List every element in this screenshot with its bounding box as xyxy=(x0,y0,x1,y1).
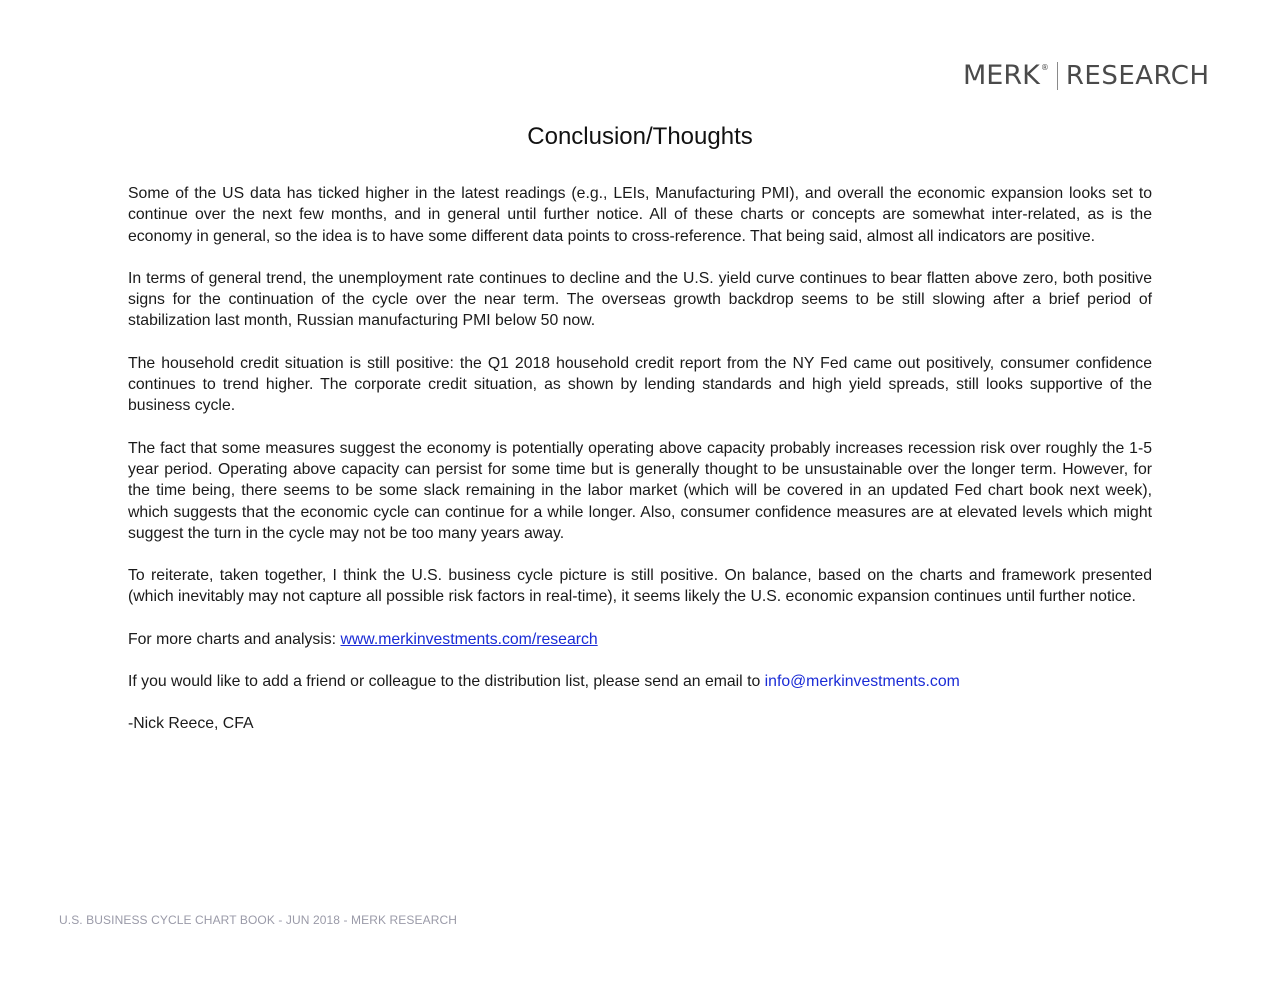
paragraph-us-data: Some of the US data has ticked higher in the latest readings (e.g., LEIs, Manufacturing PMI), and overall the economic expansion looks set to continue over the next few months, and in general until further notice. All of these charts or concepts are somewhat inter-related, as is the economy in general, so the idea is to have some different data points to cross-reference. That being said, almost all indicators are positive. xyxy=(128,185,1152,245)
logo-section: RESEARCH xyxy=(1065,61,1210,91)
body-content xyxy=(128,183,1152,756)
distribution-label: If you would like to add a friend or colleague to the distribution list, please send an email to xyxy=(128,673,765,691)
paragraph-general-trend: In terms of general trend, the unemployment rate continues to decline and the U.S. yield curve continues to bear flatten above zero, both positive signs for the continuation of the cycle over the near term. The overseas growth backdrop seems to be still slowing after a brief period of stabilization last month, Russian manufacturing PMI below 50 now. xyxy=(128,269,1152,330)
page-footer: U.S. BUSINESS CYCLE CHART BOOK - JUN 2018 - MERK RESEARCH xyxy=(59,913,458,927)
email-link[interactable]: info@merkinvestments.com xyxy=(764,673,960,691)
logo-brand: MERK xyxy=(963,60,1040,91)
logo-registered-mark: ® xyxy=(1040,62,1049,72)
logo-divider xyxy=(1057,62,1058,90)
paragraph-household-credit: The household credit situation is still positive: the Q1 2018 household credit report from the NY Fed came out positively, consumer confidence continues to trend higher. The corporate credit situation, as shown by lending standards and high yield spreads, still looks supportive of the business cycle. xyxy=(128,354,1152,415)
paragraph-capacity: The fact that some measures suggest the economy is potentially operating above capacity probably increases recession risk over roughly the 1-5 year period. Operating above capacity can persist for some time but is generally thought to be unsustainable over the longer term. However, for the time being, there seems to be some slack remaining in the labor market (which will be covered in an updated Fed chart book next week), which suggests that the economic cycle can continue for a while longer. Also, consumer confidence measures are at elevated levels which might suggest the turn in the cycle may not be too many years away. xyxy=(128,439,1152,542)
more-charts-line xyxy=(128,629,1152,650)
merk-research-logo xyxy=(963,60,1210,92)
distribution-line xyxy=(128,671,1152,692)
signature: -Nick Reece, CFA xyxy=(128,715,254,733)
page-title: Conclusion/Thoughts xyxy=(527,123,753,150)
more-charts-label: For more charts and analysis: xyxy=(128,630,341,648)
paragraph-reiterate: To reiterate, taken together, I think the U.S. business cycle picture is still positive. On balance, based on the charts and framework presented (which inevitably may not capture all possible risk factors in real-time), it seems likely the U.S. economic expansion continues until further notice. xyxy=(128,567,1152,606)
research-link[interactable]: www.merkinvestments.com/research xyxy=(340,630,598,648)
